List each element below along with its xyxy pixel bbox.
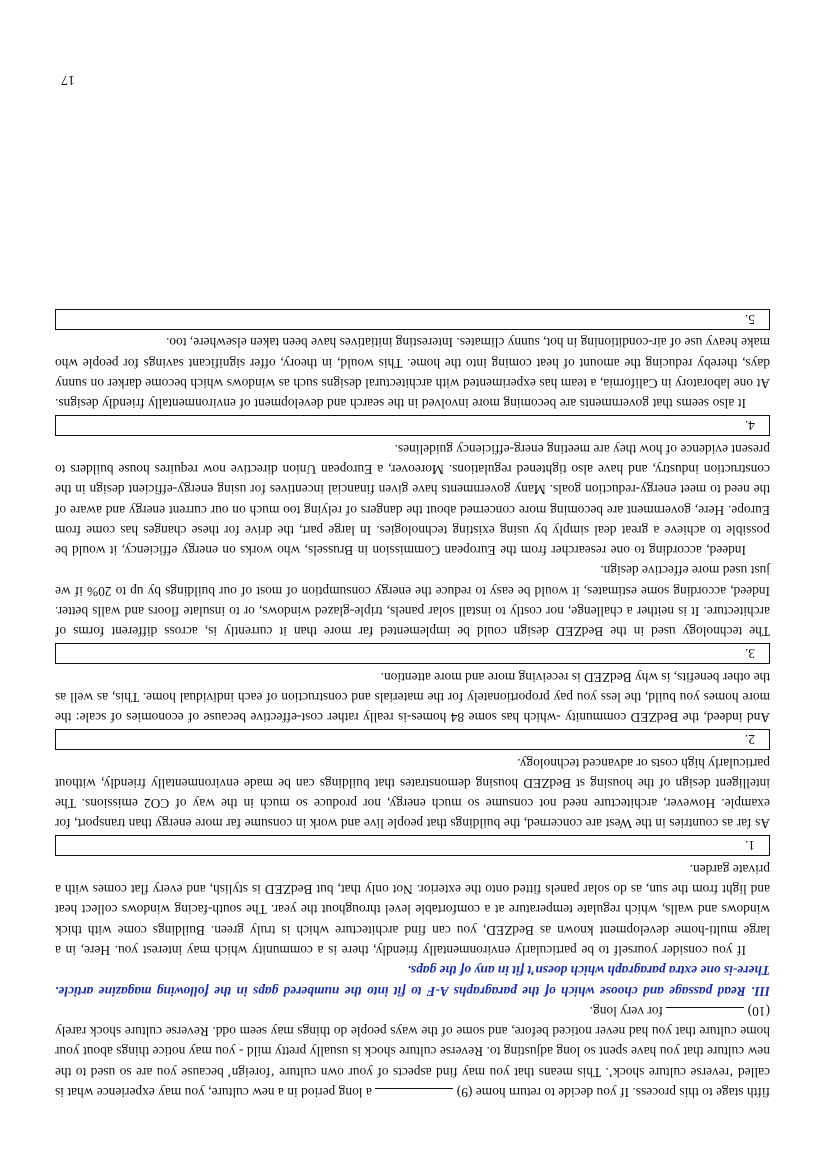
gap-blank-9[interactable]	[375, 1088, 453, 1101]
continuation-text-start: fifth stage to this process. If you decide to return home (9)	[456, 1085, 770, 1100]
article-paragraph-5: It also seems that governments are becoming more involved in the search and development of environmentally friendly designs. At one laboratory in California, a team has experimented with architectural designs such as windows which become darker on sunny days, thereby reducing the amount of heat coming into the home. This would, in theory, offer significant savings for people who make heavy use of air-conditioning in hot, sunny climates. Interesting initiatives have been taken elsewhere, too.	[55, 335, 770, 412]
continuation-text-end: for very long.	[589, 1003, 663, 1019]
gap-box-3[interactable]: 3.	[55, 643, 770, 664]
article-paragraph-1: If you consider yourself to be particularly environmentally friendly, there is a community which may interest you. Here, in a large multi-home development known as BedZED, you can find architecture which is truly green. Buildings come with thick windows and walls, which regulate temperature at a comfortable level throughout the year. The south-facing windows collect heat and light from the sun, as do solar panels fitted onto the exterior. Not only that, but BedZED is stylish, and every flat comes with a private garden.	[55, 861, 770, 958]
article-paragraph-2: As far as countries in the West are concerned, the buildings that people live and work in consume far more energy than transport, for example. However, architecture need not consume so much energy, nor produce so much in the way of CO2 emissions. The intelligent design of the housing st BedZED housing demonstrates that buildings can be made environmentally friendly, without particularly high costs or advanced technology.	[55, 755, 770, 832]
gap-box-5[interactable]: 5.	[55, 309, 770, 330]
article-paragraph-3: And indeed, the BedZED community -which has some 84 homes-is really rather cost-effective because of economies of scale: the more homes you build, the less you pay proportionately for the materials and construction of each individual home. This, as well as the other benefits, is why BedZED is receiving more and more attention.	[55, 669, 770, 726]
gap-box-2[interactable]: 2.	[55, 729, 770, 750]
gap-box-4[interactable]: 4.	[55, 415, 770, 436]
gap-box-1[interactable]: 1.	[55, 835, 770, 856]
article-paragraph-4a: The technology used in the BedZED design could be implemented far more than it currently is, across different forms of architecture. It is neither a challenge, nor costly to install solar panels, triple-glazed windows, or to insulate floors and walls better. Indeed, according some estimates, it would be easy to reduce the energy consumption of most of our buildings by up to 20% if we just used more effective design.	[55, 563, 770, 640]
task-heading: III. Read passage and choose which of the paragraphs A-F to fit into the numbered gaps in the following magazine article. There-is one extra paragraph which doesn’t fit in any of the gaps.	[55, 963, 770, 999]
gap-blank-10[interactable]	[666, 1007, 744, 1020]
continuation-text-middle: a long period in a new culture, you may experience what is called ‘reverse culture shock’. This means that you may find aspects of your own culture ‘foreign’ because you are so used to the new culture that you have spent so long adjusting to. Reverse culture shock is usually pretty mild - you may notice things about your home culture that you had never noticed before, and some of the ways people do things may seem odd. Reverse culture shock rarely (10)	[54, 1003, 770, 1100]
continuation-paragraph	[55, 1001, 770, 1102]
article-paragraph-4b: Indeed, according to one researcher from the European Commission in Brussels, who works on energy efficiency, it would be possible to achieve a great deal simply by using existing technologies. In large part, the drive for these changes has come from Europe. Here, government are becoming more concerned about the dangers of relying too much on our current energy and aware of the need to meet energy-reduction goals. Many governments have given financial incentives for using energy-efficient design in the construction industry, and have also tightened regulations. Moreover, a European Union directive now requires house builders to present evidence of how they are meeting energ-efficiency guidelines.	[55, 441, 770, 559]
page-content	[55, 307, 770, 1102]
page-number: 17	[61, 72, 75, 87]
